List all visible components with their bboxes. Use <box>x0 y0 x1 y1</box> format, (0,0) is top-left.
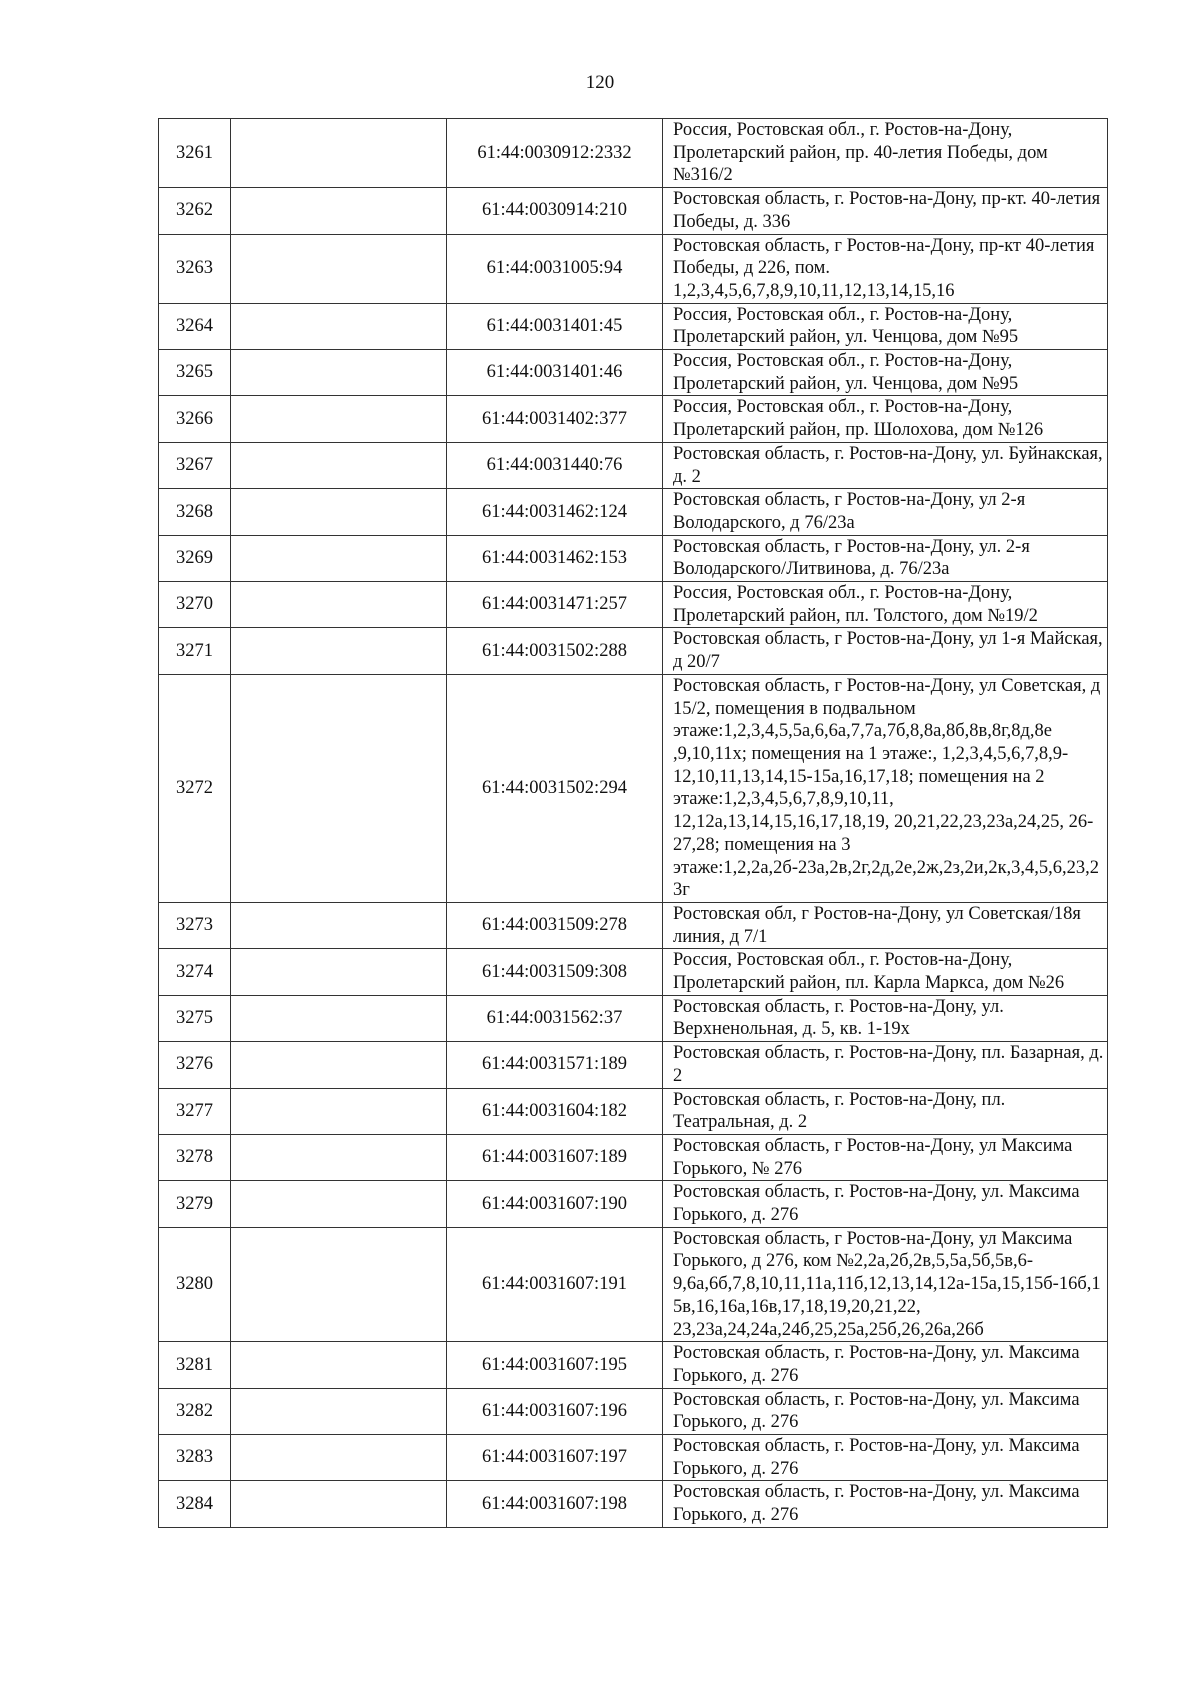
table-row <box>159 582 1108 628</box>
table-row <box>159 234 1108 303</box>
table-row <box>159 674 1108 902</box>
table-row <box>159 1181 1108 1227</box>
cadastral-number-cell: 61:44:0031607:197 <box>447 1435 663 1481</box>
row-number-cell: 3261 <box>159 119 231 188</box>
table-row <box>159 949 1108 995</box>
empty-cell <box>231 535 447 581</box>
table-row <box>159 188 1108 234</box>
table-row <box>159 1435 1108 1481</box>
cadastral-number-cell: 61:44:0031440:76 <box>447 442 663 488</box>
address-cell: Ростовская область, г Ростов-на-Дону, ул 1-я Майская, д 20/7 <box>663 628 1108 674</box>
table-row <box>159 535 1108 581</box>
address-cell: Ростовская область, г Ростов-на-Дону, ул. 2-я Володарского/Литвинова, д. 76/23а <box>663 535 1108 581</box>
table-row <box>159 1042 1108 1088</box>
row-number-cell: 3278 <box>159 1134 231 1180</box>
address-cell: Россия, Ростовская обл., г. Ростов-на-Дону, Пролетарский район, пр. Шолохова, дом №126 <box>663 396 1108 442</box>
table-row <box>159 489 1108 535</box>
address-cell: Ростовская область, г Ростов-на-Дону, ул Максима Горького, д 276, ком №2,2а,2б,2в,5,5а,5б,5в,6-9,6а,6б,7,8,10,11,11а,11б,12,13,14,12а-15а,15,15б-16б,15в,16,16а,16в,17,18,19,20,21,22, 23,23а,24,24а,24б,25,25а,25б,26,26а,26б <box>663 1227 1108 1342</box>
row-number-cell: 3283 <box>159 1435 231 1481</box>
address-cell: Ростовская область, г. Ростов-на-Дону, ул. Верхненольная, д. 5, кв. 1-19х <box>663 995 1108 1041</box>
page-number: 120 <box>585 72 615 93</box>
cadastral-number-cell: 61:44:0031562:37 <box>447 995 663 1041</box>
address-cell: Россия, Ростовская обл., г. Ростов-на-Дону, Пролетарский район, пл. Толстого, дом №19/2 <box>663 582 1108 628</box>
cadastral-number-cell: 61:44:0031502:294 <box>447 674 663 902</box>
address-cell: Ростовская область, г. Ростов-на-Дону, пр-кт. 40-летия Победы, д. 336 <box>663 188 1108 234</box>
cadastral-number-cell: 61:44:0031401:45 <box>447 303 663 349</box>
table-row <box>159 1227 1108 1342</box>
table-row <box>159 628 1108 674</box>
row-number-cell: 3264 <box>159 303 231 349</box>
table-row <box>159 1134 1108 1180</box>
cadastral-number-cell: 61:44:0030912:2332 <box>447 119 663 188</box>
empty-cell <box>231 1134 447 1180</box>
address-cell: Россия, Ростовская обл., г. Ростов-на-Дону, Пролетарский район, ул. Ченцова, дом №95 <box>663 303 1108 349</box>
empty-cell <box>231 1435 447 1481</box>
cadastral-number-cell: 61:44:0031607:198 <box>447 1481 663 1527</box>
registry-table <box>158 118 1108 1528</box>
empty-cell <box>231 1342 447 1388</box>
row-number-cell: 3266 <box>159 396 231 442</box>
table-row <box>159 442 1108 488</box>
row-number-cell: 3273 <box>159 902 231 948</box>
address-cell: Ростовская область, г. Ростов-на-Дону, пл. Базарная, д. 2 <box>663 1042 1108 1088</box>
table-row <box>159 303 1108 349</box>
row-number-cell: 3279 <box>159 1181 231 1227</box>
table-row <box>159 350 1108 396</box>
row-number-cell: 3282 <box>159 1388 231 1434</box>
cadastral-number-cell: 61:44:0031462:124 <box>447 489 663 535</box>
row-number-cell: 3272 <box>159 674 231 902</box>
empty-cell <box>231 674 447 902</box>
address-cell: Россия, Ростовская обл., г. Ростов-на-Дону, Пролетарский район, пл. Карла Маркса, дом №26 <box>663 949 1108 995</box>
row-number-cell: 3284 <box>159 1481 231 1527</box>
address-cell: Ростовская область, г. Ростов-на-Дону, ул. Максима Горького, д. 276 <box>663 1181 1108 1227</box>
table-row <box>159 1088 1108 1134</box>
empty-cell <box>231 303 447 349</box>
empty-cell <box>231 1388 447 1434</box>
cadastral-number-cell: 61:44:0030914:210 <box>447 188 663 234</box>
empty-cell <box>231 188 447 234</box>
cadastral-number-cell: 61:44:0031607:191 <box>447 1227 663 1342</box>
address-cell: Ростовская область, г Ростов-на-Дону, ул Максима Горького, № 276 <box>663 1134 1108 1180</box>
address-cell: Россия, Ростовская обл., г. Ростов-на-Дону, Пролетарский район, пр. 40-летия Победы, дом №316/2 <box>663 119 1108 188</box>
cadastral-number-cell: 61:44:0031005:94 <box>447 234 663 303</box>
empty-cell <box>231 628 447 674</box>
cadastral-number-cell: 61:44:0031401:46 <box>447 350 663 396</box>
empty-cell <box>231 489 447 535</box>
cadastral-number-cell: 61:44:0031607:190 <box>447 1181 663 1227</box>
row-number-cell: 3268 <box>159 489 231 535</box>
cadastral-number-cell: 61:44:0031509:278 <box>447 902 663 948</box>
address-cell: Ростовская область, г. Ростов-на-Дону, пл. Театральная, д. 2 <box>663 1088 1108 1134</box>
cadastral-number-cell: 61:44:0031502:288 <box>447 628 663 674</box>
address-cell: Ростовская область, г. Ростов-на-Дону, ул. Максима Горького, д. 276 <box>663 1342 1108 1388</box>
cadastral-number-cell: 61:44:0031607:195 <box>447 1342 663 1388</box>
row-number-cell: 3267 <box>159 442 231 488</box>
empty-cell <box>231 119 447 188</box>
table-row <box>159 902 1108 948</box>
address-cell: Россия, Ростовская обл., г. Ростов-на-Дону, Пролетарский район, ул. Ченцова, дом №95 <box>663 350 1108 396</box>
empty-cell <box>231 350 447 396</box>
cadastral-number-cell: 61:44:0031607:196 <box>447 1388 663 1434</box>
row-number-cell: 3275 <box>159 995 231 1041</box>
empty-cell <box>231 949 447 995</box>
cadastral-number-cell: 61:44:0031402:377 <box>447 396 663 442</box>
address-cell: Ростовская обл, г Ростов-на-Дону, ул Советская/18я линия, д 7/1 <box>663 902 1108 948</box>
cadastral-number-cell: 61:44:0031571:189 <box>447 1042 663 1088</box>
empty-cell <box>231 1088 447 1134</box>
table-row <box>159 1342 1108 1388</box>
table-row <box>159 396 1108 442</box>
table-row <box>159 1481 1108 1527</box>
table-row <box>159 995 1108 1041</box>
address-cell: Ростовская область, г. Ростов-на-Дону, ул. Максима Горького, д. 276 <box>663 1435 1108 1481</box>
registry-table-body <box>159 119 1108 1528</box>
cadastral-number-cell: 61:44:0031607:189 <box>447 1134 663 1180</box>
empty-cell <box>231 1227 447 1342</box>
empty-cell <box>231 1181 447 1227</box>
address-cell: Ростовская область, г Ростов-на-Дону, пр-кт 40-летия Победы, д 226, пом. 1,2,3,4,5,6,7,8,9,10,11,12,13,14,15,16 <box>663 234 1108 303</box>
empty-cell <box>231 1481 447 1527</box>
row-number-cell: 3274 <box>159 949 231 995</box>
empty-cell <box>231 1042 447 1088</box>
address-cell: Ростовская область, г. Ростов-на-Дону, ул. Буйнакская, д. 2 <box>663 442 1108 488</box>
row-number-cell: 3263 <box>159 234 231 303</box>
address-cell: Ростовская область, г Ростов-на-Дону, ул Советская, д 15/2, помещения в подвальном этаже:1,2,3,4,5,5а,6,6а,7,7а,7б,8,8а,8б,8в,8г,8д,8е ,9,10,11х; помещения на 1 этаже:, 1,2,3,4,5,6,7,8,9-12,10,11,13,14,15-15а,16,17,18; помещения на 2 этаже:1,2,3,4,5,6,7,8,9,10,11, 12,12а,13,14,15,16,17,18,19, 20,21,22,23,23а,24,25, 26-27,28; помещения на 3 этаже:1,2,2а,2б-23а,2в,2г,2д,2е,2ж,2з,2и,2к,3,4,5,6,23,23г <box>663 674 1108 902</box>
row-number-cell: 3277 <box>159 1088 231 1134</box>
empty-cell <box>231 396 447 442</box>
table-row <box>159 1388 1108 1434</box>
row-number-cell: 3271 <box>159 628 231 674</box>
row-number-cell: 3265 <box>159 350 231 396</box>
cadastral-number-cell: 61:44:0031462:153 <box>447 535 663 581</box>
table-row <box>159 119 1108 188</box>
row-number-cell: 3281 <box>159 1342 231 1388</box>
empty-cell <box>231 902 447 948</box>
address-cell: Ростовская область, г. Ростов-на-Дону, ул. Максима Горького, д. 276 <box>663 1481 1108 1527</box>
cadastral-number-cell: 61:44:0031604:182 <box>447 1088 663 1134</box>
address-cell: Ростовская область, г. Ростов-на-Дону, ул. Максима Горького, д. 276 <box>663 1388 1108 1434</box>
empty-cell <box>231 234 447 303</box>
row-number-cell: 3280 <box>159 1227 231 1342</box>
row-number-cell: 3270 <box>159 582 231 628</box>
row-number-cell: 3276 <box>159 1042 231 1088</box>
empty-cell <box>231 995 447 1041</box>
row-number-cell: 3262 <box>159 188 231 234</box>
cadastral-number-cell: 61:44:0031509:308 <box>447 949 663 995</box>
row-number-cell: 3269 <box>159 535 231 581</box>
cadastral-number-cell: 61:44:0031471:257 <box>447 582 663 628</box>
empty-cell <box>231 442 447 488</box>
empty-cell <box>231 582 447 628</box>
address-cell: Ростовская область, г Ростов-на-Дону, ул 2-я Володарского, д 76/23а <box>663 489 1108 535</box>
